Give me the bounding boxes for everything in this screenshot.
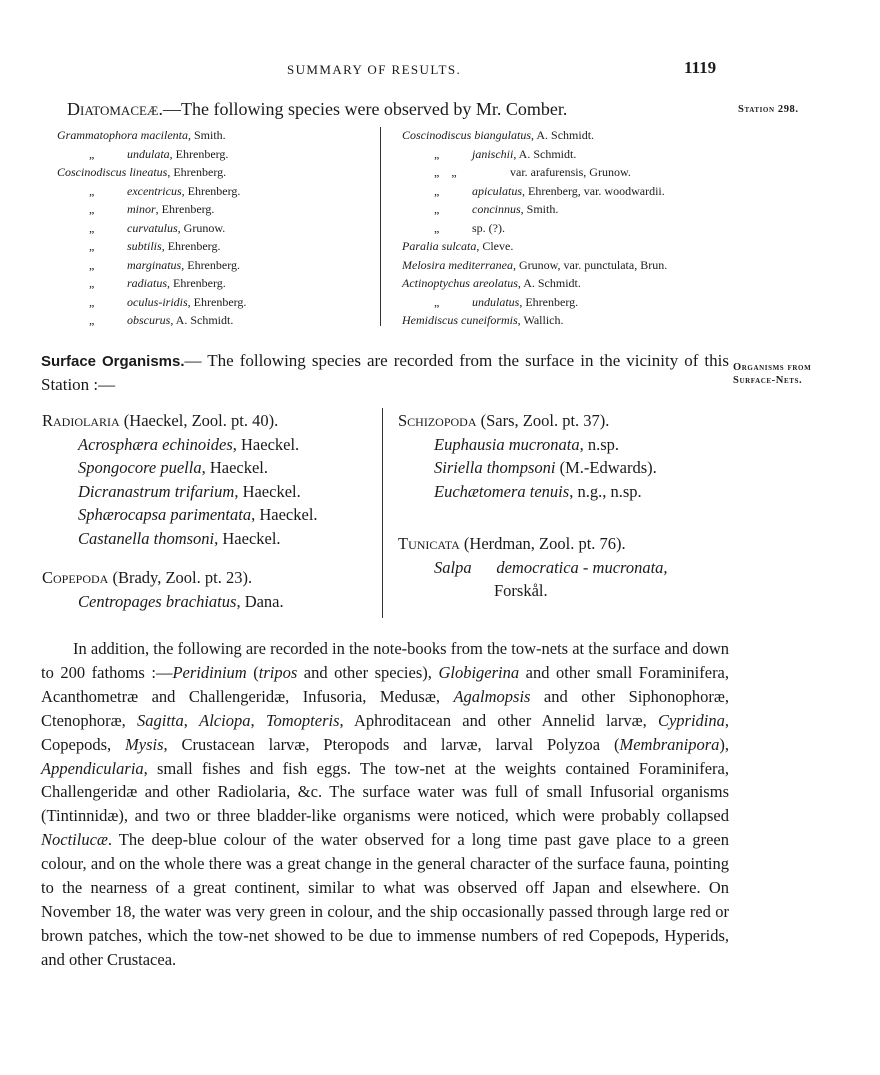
- diatom-row: [402, 256, 742, 275]
- diatom-row: [57, 219, 367, 238]
- species-author: (M.-Edwards).: [555, 458, 657, 477]
- diatomaceae-intro: —The following species were observed by Mr. Comber.: [163, 99, 568, 119]
- diatom-author: var. arafurensis, Grunow.: [510, 165, 631, 179]
- copepoda-heading: [42, 566, 372, 590]
- diatom-list-right: [402, 126, 742, 330]
- diatom-row: [402, 182, 742, 201]
- diatom-genus: Paralia: [402, 239, 439, 253]
- tunicata-species-author: Forskål.: [494, 581, 548, 600]
- diatom-species: cuneiformis: [461, 313, 518, 327]
- ditto-mark: „: [434, 183, 440, 198]
- diatom-author: , Wallich.: [517, 313, 564, 327]
- diatom-author: , Grunow, var. punctulata, Brun.: [513, 257, 668, 272]
- species-name: Euchætomera tenuis: [434, 481, 570, 501]
- species-name: Spongocore puella: [78, 458, 202, 477]
- copepoda-ref: (Brady, Zool. pt. 23).: [108, 568, 253, 587]
- diatom-author: , Ehrenberg, var. woodwardii.: [522, 183, 665, 198]
- diatom-author: , Ehrenberg.: [155, 202, 215, 216]
- tunicata-ref: (Herdman, Zool. pt. 76).: [459, 534, 626, 553]
- diatom-row: [402, 163, 742, 182]
- radiolaria-heading: [42, 409, 372, 433]
- organisms-note-line2: Surface-Nets.: [733, 375, 803, 386]
- diatom-species: mediterranea: [448, 257, 513, 272]
- diatom-row: [57, 237, 367, 256]
- organisms-margin-note: [733, 361, 811, 387]
- diatom-species: radiatus: [127, 276, 168, 290]
- surface-organisms-text: — The following species are recorded from the surface in the vicinity of this Station :—: [41, 351, 729, 394]
- diatom-species: curvatulus: [127, 220, 178, 235]
- diatom-row: [57, 200, 367, 219]
- diatom-species: marginatus: [127, 257, 182, 272]
- diatom-species: areolatus: [472, 276, 518, 290]
- species-author: , Haeckel.: [232, 434, 300, 454]
- diatom-genus: Coscinodiscus: [402, 128, 472, 142]
- species-author: , n.sp.: [579, 434, 620, 454]
- diatom-author: , Cleve.: [476, 239, 514, 253]
- species-name: Siriella thompsoni: [434, 458, 556, 477]
- ditto-mark: „: [89, 239, 95, 253]
- surface-organisms-lead: Surface Organisms.: [41, 353, 185, 370]
- ditto-mark: „: [89, 220, 95, 235]
- tunicata-group: Tunicata: [398, 534, 460, 553]
- diatom-author: , Grunow.: [177, 220, 226, 235]
- diatom-row: [402, 219, 742, 238]
- ditto-mark: „: [89, 146, 95, 161]
- species-author: , Haeckel.: [214, 528, 281, 548]
- ditto-mark: „: [434, 294, 440, 309]
- schizopoda-group: Schizopoda: [398, 411, 477, 430]
- species-author: , n.g., n.sp.: [569, 481, 642, 501]
- diatom-author: , Smith.: [520, 202, 559, 216]
- organisms-right-column: [398, 409, 738, 603]
- diatom-species: concinnus: [472, 202, 521, 216]
- diatom-species: subtilis: [127, 239, 162, 253]
- diatom-species: sulcata: [441, 239, 477, 253]
- species-author: , Haeckel.: [201, 458, 268, 477]
- organisms-note-line1: Organisms from: [733, 362, 812, 373]
- diatom-author: , A. Schmidt.: [517, 276, 581, 290]
- diatom-row: [402, 274, 742, 293]
- diatom-species: obscurus: [127, 313, 171, 327]
- diatom-species: excentricus: [127, 183, 182, 198]
- column-divider: [380, 127, 381, 326]
- ditto-mark: „: [89, 313, 95, 327]
- diatom-author: sp. (?).: [472, 220, 505, 235]
- diatom-author: , Ehrenberg.: [169, 146, 229, 161]
- diatom-species: macilenta: [140, 128, 188, 142]
- diatom-author: , Ehrenberg.: [187, 294, 247, 309]
- tunicata-species-name: Salpa democratica - mucronata,: [434, 557, 668, 577]
- species-entry: [42, 433, 372, 457]
- schizopoda-heading: [398, 409, 738, 433]
- diatom-author: , A. Schmidt.: [170, 313, 234, 327]
- radiolaria-ref: (Haeckel, Zool. pt. 40).: [119, 411, 279, 430]
- ditto-mark: „: [89, 202, 95, 216]
- ditto-mark: „: [89, 294, 95, 309]
- diatomaceae-label: Diatomaceæ.: [67, 99, 163, 119]
- diatom-row: [57, 293, 367, 312]
- radiolaria-species-list: [42, 433, 372, 551]
- species-name: Acrosphæra echinoides: [78, 434, 233, 454]
- diatom-species: undulata: [127, 146, 170, 161]
- ditto-mark: „ „: [434, 165, 457, 179]
- organisms-left-column: [42, 409, 372, 613]
- diatom-row: [57, 163, 367, 182]
- species-name: Dicranastrum trifarium: [78, 481, 235, 501]
- diatom-row: [402, 311, 742, 330]
- schizopoda-ref: (Sars, Zool. pt. 37).: [476, 411, 610, 430]
- diatom-list-left: [57, 126, 367, 330]
- species-entry: [42, 480, 372, 504]
- body-paragraph: In addition, the following are recorded in the note-books from the tow-nets at the surface and down to 200 fathoms :—Peridinium (tripos and other species), Globigerina and other small Foraminifera, Acanthometræ and Challengeridæ, Infusoria, Medusæ, Agalmopsis and other Siphonophoræ, Ctenophoræ, Sagitta, Alciopa, Tomopteris, Aphroditacean and other Annelid larvæ, Cypridina, Copepods, Mysis, Crustacean larvæ, Pteropods and larvæ, larval Polyzoa (Membranipora), Appendicularia, small fishes and fish eggs. The tow-net at the weights contained Foraminifera, Challengeridæ and other Radiolaria, &c. The surface water was full of small Infusorial organisms (Tintinnidæ), and two or three bladder-like organisms were noticed, which were probably collapsed Noctilucæ. The deep-blue colour of the water observed for a long time past gave place to a green colour, and on the whole there was a great change in the general character of the surface fauna, pointing to the nearness of a great continent, similar to what was observed off Japan and elsewhere. On November 18, the water was very green in colour, and the ship occasionally passed through large red or brown patches, which the tow-net showed to be due to immense numbers of red Copepods, Hyperids, and other Crustacea.: [41, 639, 730, 969]
- diatom-author: , Smith.: [188, 128, 226, 142]
- species-name: Sphærocapsa parimentata: [78, 505, 252, 524]
- diatom-row: [402, 200, 742, 219]
- ditto-mark: „: [434, 146, 440, 161]
- species-name: Centropages brachiatus: [78, 591, 237, 611]
- diatom-row: [402, 237, 742, 256]
- column-divider-organisms: [382, 408, 383, 618]
- species-author: , Haeckel.: [234, 481, 301, 501]
- surface-organisms-intro: [41, 349, 729, 396]
- diatom-author: , Ehrenberg.: [181, 183, 241, 198]
- diatomaceae-heading: [67, 99, 567, 120]
- diatom-author: , A. Schmidt.: [513, 146, 577, 161]
- diatom-genus: Actinoptychus: [402, 276, 470, 290]
- diatom-species: undulatus: [472, 294, 520, 309]
- copepoda-species-list: [42, 590, 372, 614]
- ditto-mark: „: [89, 276, 95, 290]
- copepoda-group: Copepoda: [42, 568, 109, 587]
- diatom-species: apiculatus: [472, 183, 522, 198]
- diatom-row: [57, 182, 367, 201]
- species-entry: [398, 456, 738, 480]
- species-entry: [42, 456, 372, 480]
- diatom-author: , Ehrenberg.: [161, 239, 221, 253]
- species-author: , Haeckel.: [251, 505, 318, 524]
- diatom-row: [57, 274, 367, 293]
- species-author: , Dana.: [236, 591, 284, 611]
- tunicata-heading: [398, 532, 738, 556]
- species-entry: [398, 480, 738, 504]
- diatom-author: , Ehrenberg.: [519, 294, 579, 309]
- diatom-genus: Melosira: [402, 257, 446, 272]
- diatom-species: oculus-iridis: [127, 294, 188, 309]
- ditto-mark: „: [434, 220, 440, 235]
- diatom-genus: Grammatophora: [57, 128, 138, 142]
- diatom-row: [57, 126, 367, 145]
- station-margin-note: Station 298.: [738, 104, 799, 115]
- diatom-row: [402, 126, 742, 145]
- diatom-row: [402, 145, 742, 164]
- ditto-mark: „: [89, 183, 95, 198]
- ditto-mark: „: [434, 202, 440, 216]
- diatom-species: janischii: [472, 146, 514, 161]
- ditto-mark: „: [89, 257, 95, 272]
- species-name: Castanella thomsoni: [78, 528, 215, 548]
- diatom-author: , Ehrenberg.: [167, 276, 226, 290]
- page-number: 1119: [684, 58, 717, 77]
- species-entry: [398, 433, 738, 457]
- radiolaria-group: Radiolaria: [42, 411, 120, 430]
- species-name: Euphausia mucronata: [434, 434, 580, 454]
- diatom-species: biangulatus: [474, 128, 532, 142]
- diatom-row: [57, 256, 367, 275]
- diatom-species: minor: [127, 202, 156, 216]
- diatom-author: , Ehrenberg.: [167, 165, 227, 179]
- species-entry: [42, 590, 372, 614]
- diatom-genus: Hemidiscus: [402, 313, 458, 327]
- diatom-author: , Ehrenberg.: [181, 257, 240, 272]
- species-entry: [42, 527, 372, 551]
- diatom-row: [57, 311, 367, 330]
- diatom-author: , A. Schmidt.: [531, 128, 595, 142]
- diatom-row: [402, 293, 742, 312]
- diatom-species: lineatus: [129, 165, 168, 179]
- schizopoda-species-list: [398, 433, 738, 504]
- diatom-genus: Coscinodiscus: [57, 165, 127, 179]
- running-head: SUMMARY OF RESULTS.: [287, 62, 462, 77]
- diatom-row: [57, 145, 367, 164]
- species-entry: [42, 503, 372, 527]
